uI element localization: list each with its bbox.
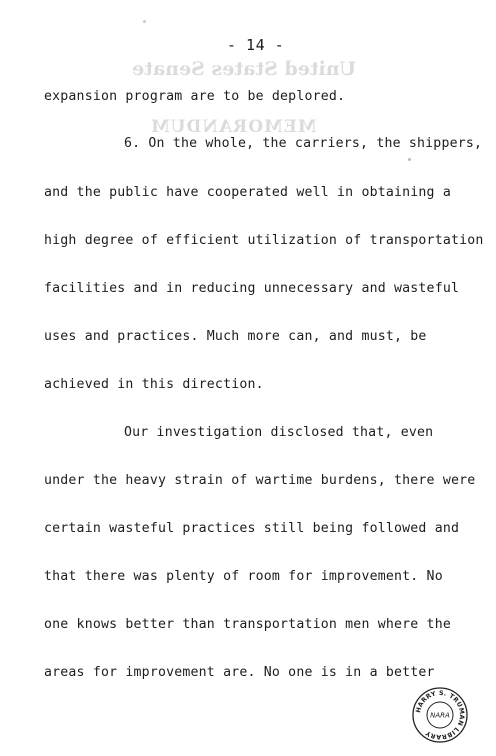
body-line: uses and practices. Much more can, and must, be — [44, 329, 427, 344]
body-line: certain wasteful practices still being followed and — [44, 521, 460, 536]
body-line: facilities and in reducing unnecessary and wasteful — [44, 281, 460, 296]
bleed-through-memo: MEMORANDUM — [150, 117, 317, 137]
body-line: that there was plenty of room for improvement. No — [44, 569, 443, 584]
paper-speck — [408, 158, 411, 161]
body-line: under the heavy strain of wartime burdens, there were — [44, 473, 476, 488]
stamp-ring-text: HARRY S. TRUMAN LIBRARY — [415, 689, 466, 741]
body-line: and the public have cooperated well in obtaining a — [44, 185, 451, 200]
bleed-through-letterhead: United States Senate — [132, 58, 357, 80]
body-line: Our investigation disclosed that, even — [124, 425, 434, 440]
body-line: achieved in this direction. — [44, 377, 264, 392]
body-line: expansion program are to be deplored. — [44, 89, 346, 104]
body-line: areas for improvement are. No one is in a better — [44, 665, 435, 680]
truman-library-stamp — [411, 686, 469, 744]
stamp-center-text: NARA — [430, 711, 450, 720]
page-number: - 14 - — [227, 36, 285, 54]
body-line: high degree of efficient utilization of transportation — [44, 233, 484, 248]
paper-speck — [143, 20, 146, 23]
body-line: one knows better than transportation men where the — [44, 617, 451, 632]
body-line: 6. On the whole, the carriers, the shippers, — [124, 136, 483, 151]
